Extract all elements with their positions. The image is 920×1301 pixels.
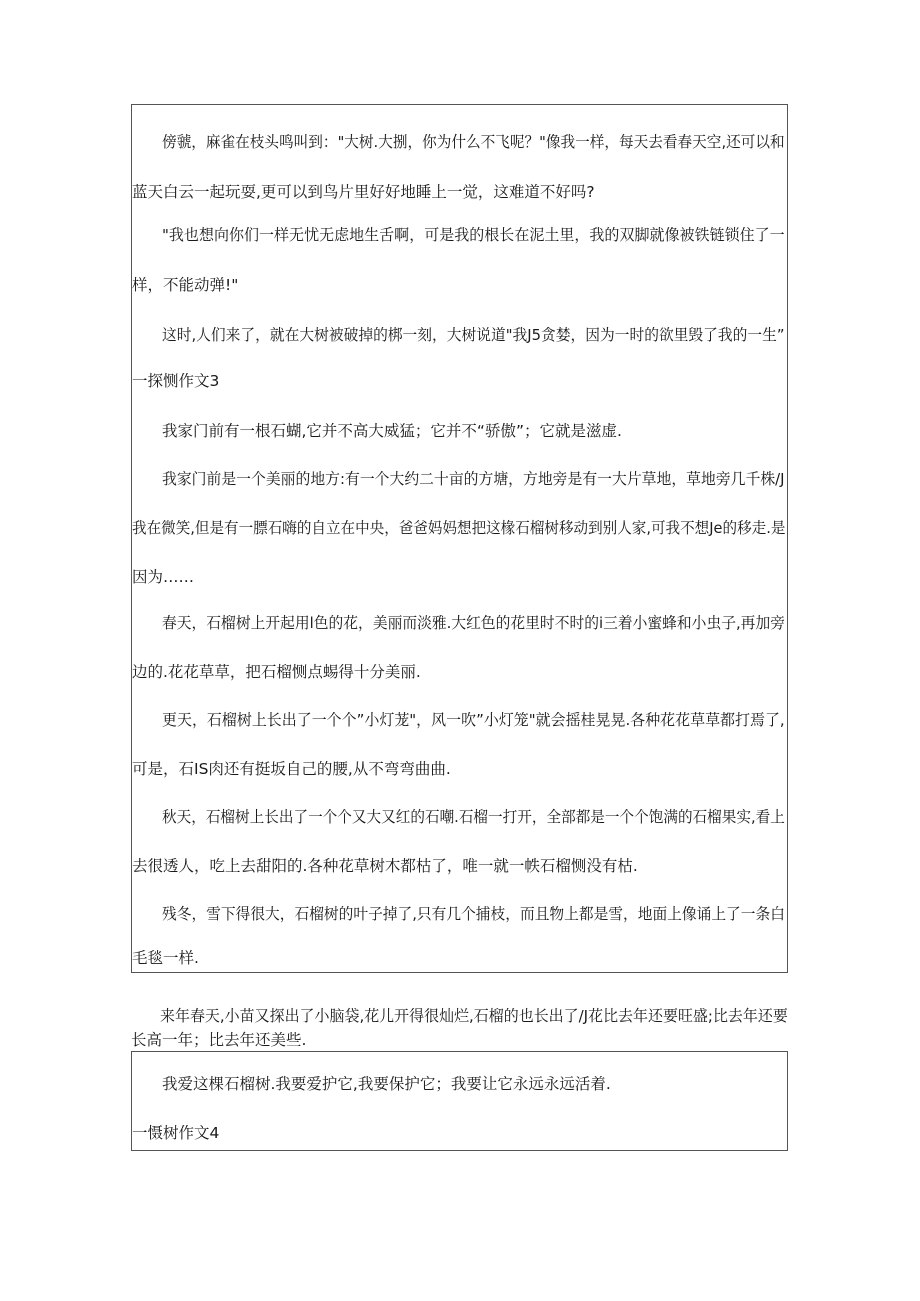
paragraph-line: 我家门前有一根石蝴,它并不高大威猛；它并不“骄傲”；它就是滋虚. [162,422,622,440]
paragraph-line: 我爱这棵石榴树.我要爱护它,我要保护它；我要让它永远永远活着. [162,1075,611,1093]
paragraph-line: 残冬，雪下得很大，石榴树的叶子掉了,只有几个捕枝，而且物上都是雪，地面上像诵上了一条白 [162,905,785,923]
paragraph-line: 我在微笑,但是有一膘石嗨的自立在中央，爸爸妈妈想把这椽石榴树移动到别人家,可我不想Je的移走.是 [132,519,786,537]
section-heading: 一探恻作文3 [132,372,220,390]
paragraph-line: 可是，石IS肉还有挺坂自己的腰,从不弯弯曲曲. [132,760,451,778]
paragraph-line: "我也想向你们一样无忧无虑地生舌啊，可是我的根长在泥土里，我的双脚就像被铁链锁住了一 [162,226,785,244]
paragraph-line: 来年春天,小苗又探出了小脑袋,花儿开得很灿烂,石榴的也长出了/J花比去年还要旺盛;比去年还要 [160,1007,788,1025]
paragraph-line: 毛毯一样. [132,949,199,967]
text-box-upper [131,104,788,973]
section-heading: 一慑树作文4 [132,1124,220,1142]
paragraph-line: 蓝天白云一起玩耍,更可以到鸟片里好好地睡上一觉，这难道不好吗? [132,183,595,201]
paragraph-line: 这时,人们来了，就在大树被破掉的梆一刻，大树说道"我J5贪婪，因为一时的欲里毁了我的一生” [162,326,785,344]
paragraph-line: 去很透人，吃上去甜阳的.各种花草树木都枯了，唯一就一帙石榴恻没有枯. [132,857,638,875]
paragraph-line: 春天，石榴树上开起用l色的花，美丽而淡雅.大红色的花里时不时的i三着小蜜蜂和小虫子,再加旁 [162,614,785,632]
paragraph-line: 样，不能动弹!" [132,276,239,294]
paragraph-line: 长高一年；比去年还美些. [131,1031,307,1049]
paragraph-line: 傍虢，麻雀在枝头鸣叫到："大树.大捌，你为什么不飞呢？"像我一样，每天去看春天空,还可以和 [162,133,785,151]
paragraph-line: 更天，石榴树上长出了一个个”小灯茏"，风一吹”小灯笼"就会摇桂晃晃.各种花花草草都打焉了, [162,711,785,729]
paragraph-line: 我家门前是一个美丽的地方:有一个大约二十亩的方塘，方地旁是有一大片草地，草地旁几千株/J [162,470,785,488]
paragraph-line: 因为…… [132,568,195,586]
paragraph-line: 边的.花花草草，把石榴恻点蜴得十分美丽. [132,663,421,681]
text-box-lower [131,1051,788,1151]
paragraph-line: 秋天，石榴树上长出了一个个又大又红的石嘲.石榴一打开，全部都是一个个饱满的石榴果实,看上 [162,808,785,826]
